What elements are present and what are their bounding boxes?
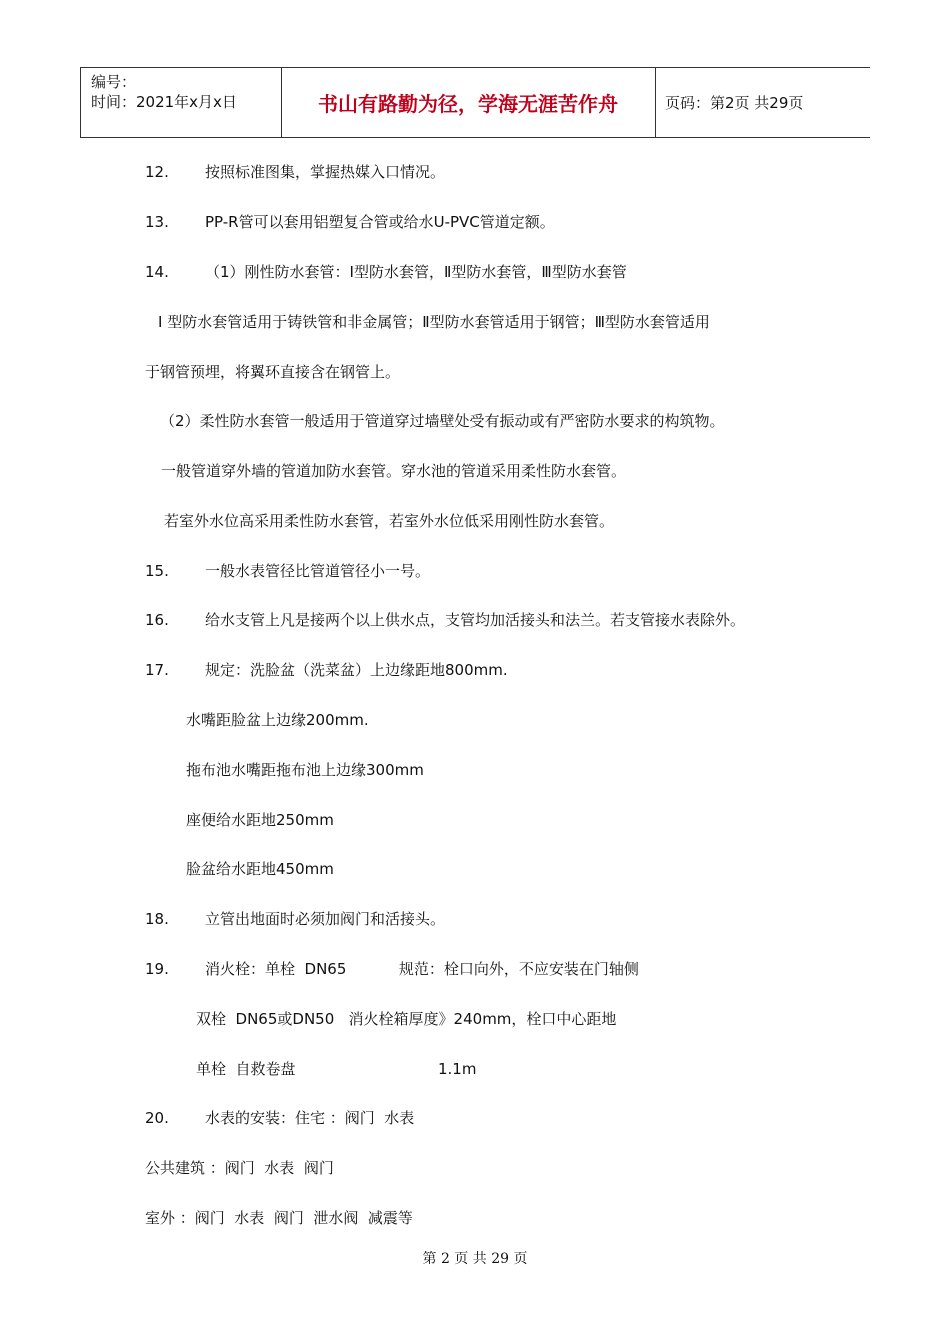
body-line: 座便给水距地250mm [186,811,334,829]
item-text: （1）刚性防水套管：Ⅰ型防水套管，Ⅱ型防水套管，Ⅲ型防水套管 [205,263,627,281]
header-meta [91,72,237,112]
item-number: 19. [145,960,169,978]
body-line: 单栓 自救卷盘 [196,1060,296,1078]
item-number: 12. [145,163,169,181]
item-text: 立管出地面时必须加阀门和活接头。 [205,910,446,928]
body-line: 1.1m [438,1060,477,1078]
item-number: 13. [145,213,169,231]
item-text: 一般水表管径比管道管径小一号。 [205,562,431,580]
item-text: 按照标准图集，掌握热媒入口情况。 [205,163,446,181]
body-line: 室外 ：阀门 水表 阀门 泄水阀 减震等 [145,1209,413,1227]
body-line: 一般管道穿外墙的管道加防水套管。穿水池的管道采用柔性防水套管。 [161,462,627,480]
header-motto: 书山有路勤为径，学海无涯苦作舟 [318,92,618,116]
item-number: 14. [145,263,169,281]
item-text: 规定：洗脸盆（洗菜盆）上边缘距地800mm. [205,661,508,679]
body-line: （2）柔性防水套管一般适用于管道穿过墙壁处受有振动或有严密防水要求的构筑物。 [160,412,725,430]
code-label: 编号： [91,73,137,91]
item-number: 15. [145,562,169,580]
body-line: 脸盆给水距地450mm [186,860,334,878]
body-line: 于钢管预埋，将翼环直接含在钢管上。 [145,363,401,381]
item-number: 16. [145,611,169,629]
item-number: 18. [145,910,169,928]
item-text: 消火栓：单栓 DN65 规范：栓口向外，不应安装在门轴侧 [205,960,639,978]
page-header [80,67,870,138]
page-footer: 第 2 页 共 29 页 [422,1251,528,1267]
body-line: 拖布池水嘴距拖布池上边缘300mm [186,761,424,779]
item-text: 水表的安装：住宅 ：阀门 水表 [205,1109,415,1127]
header-divider [80,68,81,137]
item-text: PP-R管可以套用铝塑复合管或给水U-PVC管道定额。 [205,213,555,231]
header-page-info: 页码：第2页 共29页 [665,94,804,112]
item-number: 17. [145,661,169,679]
date-line: 时间：2021年x月x日 [91,93,237,111]
body-line: 若室外水位高采用柔性防水套管，若室外水位低采用刚性防水套管。 [164,512,615,530]
body-line: Ⅰ 型防水套管适用于铸铁管和非金属管；Ⅱ型防水套管适用于钢管；Ⅲ型防水套管适用 [158,313,710,331]
item-number: 20. [145,1109,169,1127]
item-text: 给水支管上凡是接两个以上供水点，支管均加活接头和法兰。若支管接水表除外。 [205,611,746,629]
body-line: 双栓 DN65或DN50 消火栓箱厚度》240mm，栓口中心距地 [196,1010,617,1028]
body-line: 公共建筑 ：阀门 水表 阀门 [145,1159,334,1177]
body-line: 水嘴距脸盆上边缘200mm. [186,711,369,729]
header-divider [655,68,656,137]
